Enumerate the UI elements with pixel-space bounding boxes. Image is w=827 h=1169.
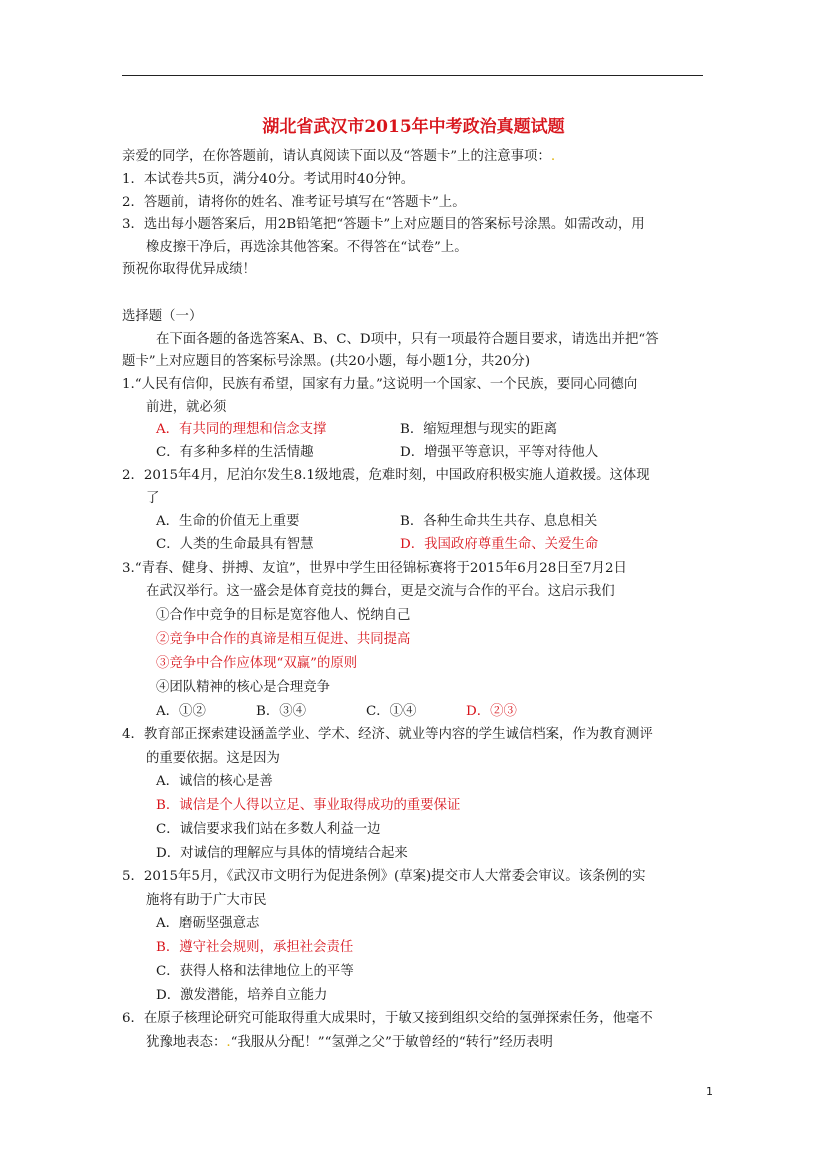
question-5-option-d: D．激发潜能，培养自立能力 bbox=[156, 988, 328, 1003]
question-3-statement-3: ③竞争中合作应体现“双赢”的原则 bbox=[156, 656, 358, 671]
question-2-stem: 了 bbox=[146, 491, 160, 506]
header-rule bbox=[122, 75, 703, 76]
question-3-stem: 3.“青春、健身、拼搏、友谊”，世界中学生田径锦标赛将于2015年6月28日至7月2日 bbox=[122, 561, 627, 576]
question-1-stem: 前进，就必须 bbox=[146, 400, 227, 415]
stem-dot: . bbox=[226, 1035, 231, 1050]
question-4-stem: 的重要依据。这是因为 bbox=[146, 751, 280, 766]
greeting-dot: . bbox=[550, 149, 556, 164]
question-2-option-c: C．人类的生命最具有智慧 bbox=[156, 537, 314, 552]
question-3-statement-2: ②竞争中合作的真谛是相互促进、共同提高 bbox=[156, 632, 411, 647]
question-1-option-c: C．有多种多样的生活情趣 bbox=[156, 445, 314, 460]
section-instruction: 题卡”上对应题目的答案标号涂黑。(共20小题，每小题1分，共20分) bbox=[122, 354, 531, 369]
question-2-option-d: D．我国政府尊重生命、关爱生命 bbox=[400, 537, 599, 552]
question-2-option-b: B．各种生命共生共存、息息相关 bbox=[400, 514, 598, 529]
question-3-stem: 在武汉举行。这一盛会是体育竞技的舞台，更是交流与合作的平台。这启示我们 bbox=[146, 584, 615, 599]
question-1-option-a: A．有共同的理想和信念支撑 bbox=[156, 422, 327, 437]
question-5-stem: 5．2015年5月，《武汉市文明行为促进条例》(草案)提交市人大常委会审议。该条例的实 bbox=[122, 869, 646, 884]
intro-wish: 预祝你取得优异成绩！ bbox=[122, 262, 256, 277]
question-1-stem: 1.“人民有信仰，民族有希望，国家有力量。”这说明一个国家、一个民族，要同心同德向 bbox=[122, 377, 638, 392]
question-5-option-a: A．磨砺坚强意志 bbox=[156, 916, 260, 931]
question-3-option-c: C．①④ bbox=[366, 704, 417, 719]
question-3-statement-4: ④团队精神的核心是合理竞争 bbox=[156, 680, 331, 695]
question-4-option-d: D．对诚信的理解应与具体的情境结合起来 bbox=[156, 846, 408, 861]
question-2-option-a: A．生命的价值无上重要 bbox=[156, 514, 300, 529]
question-1-option-b: B．缩短理想与现实的距离 bbox=[400, 422, 558, 437]
question-3-option-d: D．②③ bbox=[466, 704, 517, 719]
intro-item: 1．本试卷共5页，满分40分。考试用时40分钟。 bbox=[122, 172, 415, 187]
intro-greeting: 亲爱的同学，在你答题前，请认真阅读下面以及“答题卡”上的注意事项：. bbox=[122, 149, 556, 164]
question-3-option-a: A．①② bbox=[156, 704, 206, 719]
question-5-option-b: B．遵守社会规则，承担社会责任 bbox=[156, 940, 354, 955]
question-1-option-d: D．增强平等意识，平等对待他人 bbox=[400, 445, 599, 460]
intro-item: 2．答题前，请将你的姓名、准考证号填写在“答题卡”上。 bbox=[122, 195, 466, 210]
intro-item: 橡皮擦干净后，再选涂其他答案。不得答在“试卷”上。 bbox=[146, 240, 468, 255]
intro-item: 3．选出每小题答案后，用2B铅笔把“答题卡”上对应题目的答案标号涂黑。如需改动，用 bbox=[122, 217, 645, 232]
question-4-option-b: B．诚信是个人得以立足、事业取得成功的重要保证 bbox=[156, 798, 461, 813]
section-instruction: 在下面各题的备选答案A、B、C、D项中，只有一项最符合题目要求，请选出并把“答 bbox=[156, 332, 659, 347]
question-3-option-b: B．③④ bbox=[256, 704, 307, 719]
question-6-stem: 6．在原子核理论研究可能取得重大成果时，于敏又接到组织交给的氢弹探索任务，他毫不 bbox=[122, 1011, 653, 1026]
question-6-stem: 犹豫地表态：.“我服从分配！”“氢弹之父”于敏曾经的“转行”经历表明 bbox=[146, 1035, 553, 1050]
question-3-statement-1: ①合作中竞争的目标是宽容他人、悦纳自己 bbox=[156, 608, 411, 623]
question-5-stem: 施将有助于广大市民 bbox=[146, 893, 267, 908]
section-heading: 选择题（一） bbox=[122, 309, 203, 324]
question-4-option-c: C．诚信要求我们站在多数人利益一边 bbox=[156, 822, 381, 837]
question-4-option-a: A．诚信的核心是善 bbox=[156, 774, 273, 789]
question-5-option-c: C．获得人格和法律地位上的平等 bbox=[156, 964, 354, 979]
page-title: 湖北省武汉市2015年中考政治真题试题 bbox=[262, 117, 565, 137]
page-number: 1 bbox=[706, 1085, 713, 1098]
question-4-stem: 4．教育部正探索建设涵盖学业、学术、经济、就业等内容的学生诚信档案，作为教育测评 bbox=[122, 727, 653, 742]
question-2-stem: 2．2015年4月，尼泊尔发生8.1级地震，危难时刻，中国政府积极实施人道救援。这体现 bbox=[122, 468, 650, 483]
